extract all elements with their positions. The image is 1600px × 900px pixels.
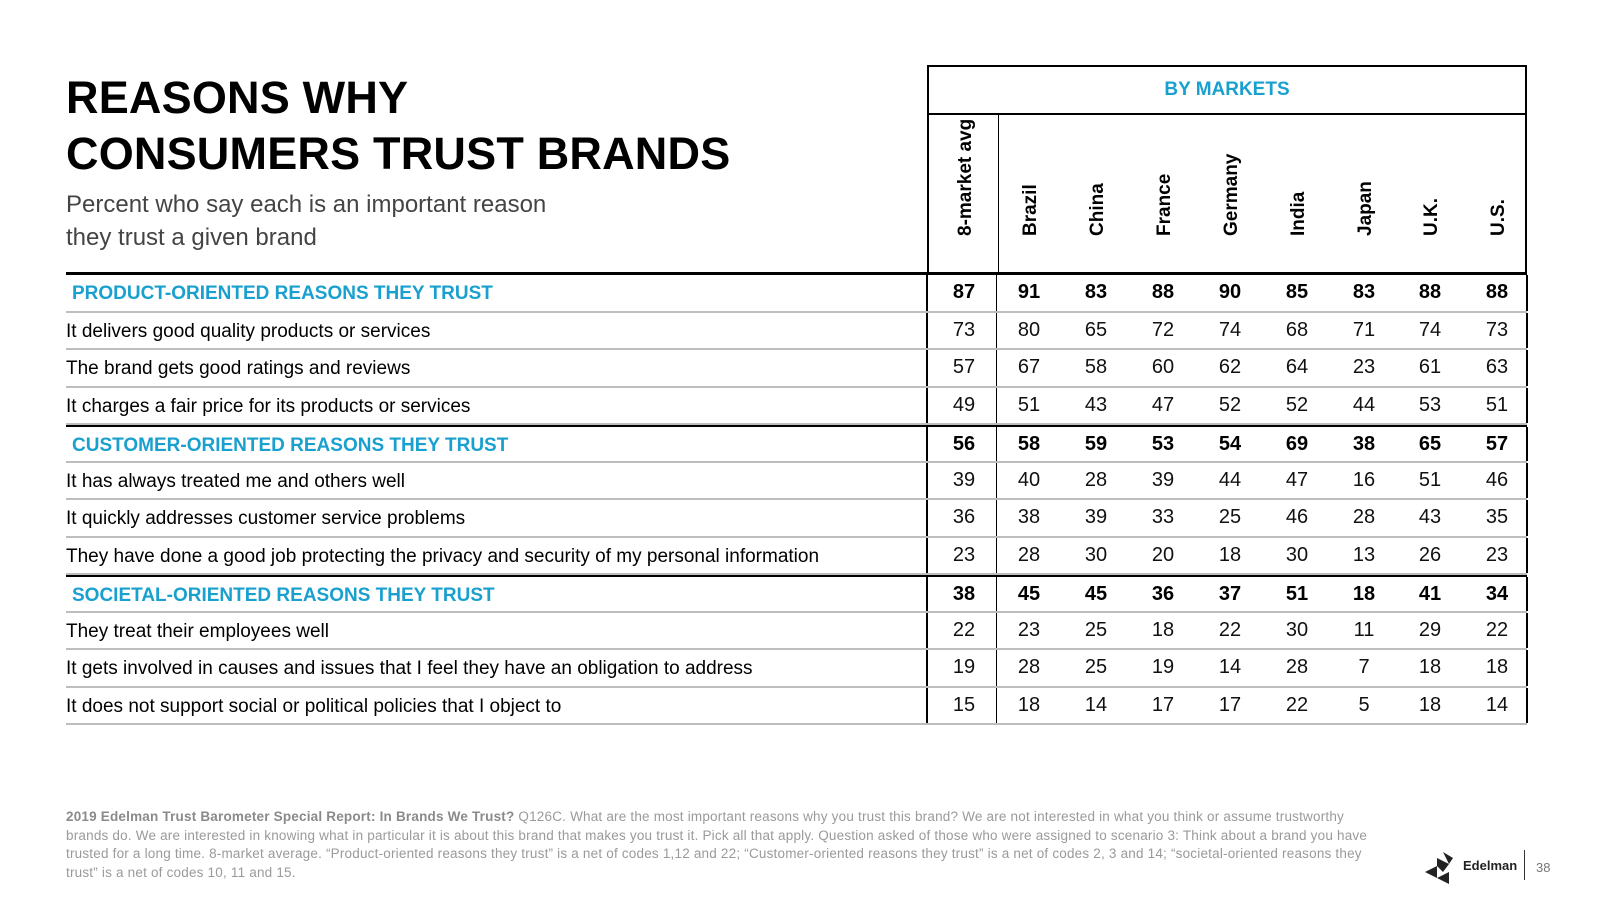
category-row (66, 425, 1527, 463)
table-cell: 44 (1218, 468, 1242, 491)
row-label: It quickly addresses customer service problems (66, 508, 466, 529)
column-header-label: Japan (1355, 181, 1376, 236)
table-cell: 90 (1218, 281, 1242, 303)
column-divider (1526, 313, 1528, 349)
table-row (66, 688, 1527, 726)
column-header-label: U.S. (1488, 199, 1509, 236)
table-cell: 61 (1418, 356, 1442, 378)
table-cell: 17 (1218, 693, 1242, 716)
title-line-1: REASONS WHY (66, 72, 409, 123)
column-divider (1526, 388, 1528, 424)
table-cell: 65 (1418, 433, 1442, 455)
table-cell: 47 (1151, 393, 1175, 416)
table-cell: 13 (1352, 543, 1376, 566)
table-cell: 18 (1352, 583, 1376, 605)
row-label: It does not support social or political policies that I object to (66, 695, 562, 717)
table-cell: 30 (1285, 618, 1309, 641)
table-cell: 88 (1418, 281, 1442, 303)
table-row (66, 313, 1527, 351)
table-cell: 39 (1151, 468, 1175, 491)
table-cell: 63 (1485, 356, 1509, 378)
column-divider (1526, 350, 1528, 386)
table-cell: 30 (1084, 543, 1108, 566)
table-cell: 33 (1151, 506, 1175, 528)
table-cell: 88 (1485, 281, 1509, 303)
column-divider (926, 577, 928, 611)
table-cell: 17 (1151, 693, 1175, 716)
table-cell: 18 (1418, 693, 1442, 716)
column-divider (926, 650, 928, 686)
table-cell: 28 (1352, 506, 1376, 528)
table-cell: 16 (1352, 468, 1376, 491)
table-cell: 14 (1218, 656, 1242, 678)
table-cell: 19 (1151, 656, 1175, 678)
table-cell: 87 (952, 281, 976, 303)
table-row (66, 650, 1527, 688)
table-cell: 57 (1485, 433, 1509, 455)
table-cell: 30 (1285, 543, 1309, 566)
table-cell: 7 (1358, 656, 1370, 678)
column-divider (1526, 427, 1528, 461)
table-cell: 22 (1485, 618, 1509, 641)
brand-name: Edelman (1463, 858, 1518, 873)
column-divider (996, 463, 997, 499)
column-divider (996, 388, 997, 424)
table-cell: 23 (1352, 356, 1376, 378)
table-cell: 23 (952, 543, 976, 566)
table-cell: 52 (1285, 393, 1309, 416)
table-cell: 25 (1084, 618, 1108, 641)
table-cell: 25 (1084, 656, 1108, 678)
column-divider (926, 613, 928, 649)
table-cell: 74 (1418, 318, 1442, 341)
row-label: They have done a good job protecting the privacy and security of my personal information (66, 545, 820, 567)
column-divider (926, 427, 928, 461)
column-divider (996, 577, 997, 611)
table-cell: 41 (1418, 583, 1442, 605)
category-label: CUSTOMER-ORIENTED REASONS THEY TRUST (72, 435, 509, 456)
table-cell: 74 (1218, 318, 1242, 341)
table-row (66, 538, 1527, 576)
column-divider (996, 613, 997, 649)
category-row (66, 575, 1527, 613)
table-cell: 20 (1151, 543, 1175, 566)
table-cell: 35 (1485, 506, 1509, 528)
table-cell: 15 (952, 693, 976, 716)
page-subtitle (66, 188, 686, 254)
title-line-2: CONSUMERS TRUST BRANDS (66, 128, 731, 179)
table-cell: 14 (1084, 693, 1108, 716)
column-divider (1526, 613, 1528, 649)
column-divider (996, 500, 997, 536)
column-divider (996, 688, 997, 724)
table-cell: 28 (1017, 656, 1041, 678)
table-cell: 44 (1352, 393, 1376, 416)
column-header-label: France (1154, 173, 1175, 236)
page-number: 38 (1536, 860, 1551, 875)
table-cell: 67 (1017, 356, 1041, 378)
column-divider (926, 350, 928, 386)
table-cell: 18 (1151, 618, 1175, 641)
table-cell: 43 (1418, 506, 1442, 528)
column-divider (1526, 650, 1528, 686)
column-header-label: India (1288, 191, 1309, 236)
column-divider (1526, 538, 1528, 574)
column-header (1351, 108, 1381, 258)
table-cell: 88 (1151, 281, 1175, 303)
column-divider (1526, 577, 1528, 611)
column-header-label: Germany (1221, 153, 1242, 236)
column-divider (926, 388, 928, 424)
table-cell: 91 (1017, 281, 1041, 303)
column-header-label: U.K. (1421, 198, 1442, 236)
table-cell: 18 (1418, 656, 1442, 678)
table-cell: 83 (1352, 281, 1376, 303)
column-header (951, 108, 981, 258)
table-cell: 38 (1017, 506, 1041, 528)
table-cell: 45 (1017, 583, 1041, 605)
table-cell: 83 (1084, 281, 1108, 303)
column-header (1083, 108, 1113, 258)
column-divider (926, 463, 928, 499)
table-cell: 51 (1418, 468, 1442, 491)
column-header (1484, 108, 1514, 258)
column-header (1284, 108, 1314, 258)
subtitle-line-2: they trust a given brand (66, 224, 317, 251)
header-column-divider (998, 115, 999, 274)
column-divider (996, 275, 997, 311)
table-cell: 18 (1485, 656, 1509, 678)
table-cell: 23 (1017, 618, 1041, 641)
table-row (66, 350, 1527, 388)
table-cell: 49 (952, 393, 976, 416)
table-cell: 36 (952, 506, 976, 528)
footnote-text: Q126C. What are the most important reasons why you trust this brand? We are not interested in what you think or assume trustworthy brands do. We are interested in knowing what in particular it is about this brand that makes you trust it. Pick all that apply. Question asked of those who were assigned to scenario 3: Think about a brand you have trusted for a long time. 8-market average. “Product-oriented reasons they trust” is a net of codes 1,12 and 22; “Customer-oriented reasons they trust” is a net of codes 2, 3 and 14; “societal-oriented reasons they trust” is a net of codes 10, 11 and 15. (66, 809, 1368, 880)
column-divider (926, 313, 928, 349)
row-label: They treat their employees well (66, 620, 329, 642)
table-cell: 68 (1285, 318, 1309, 341)
column-divider (926, 688, 928, 724)
row-label: It has always treated me and others well (66, 470, 406, 492)
table-cell: 85 (1285, 281, 1309, 303)
table-cell: 11 (1353, 618, 1375, 641)
table-cell: 29 (1418, 618, 1442, 641)
column-divider (1526, 275, 1528, 311)
table-cell: 80 (1017, 318, 1041, 341)
column-header (1417, 108, 1447, 258)
column-header (1150, 108, 1180, 258)
table-cell: 22 (1285, 693, 1309, 716)
table-cell: 38 (952, 583, 976, 605)
trust-reasons-table (66, 272, 1527, 725)
column-divider (926, 538, 928, 574)
table-cell: 18 (1218, 543, 1242, 566)
table-cell: 46 (1485, 468, 1509, 491)
column-header (1016, 108, 1046, 258)
table-cell: 53 (1418, 393, 1442, 416)
table-cell: 59 (1084, 433, 1108, 455)
column-header-label: China (1087, 183, 1108, 236)
category-label: SOCIETAL-ORIENTED REASONS THEY TRUST (72, 585, 495, 606)
table-cell: 71 (1352, 318, 1376, 341)
table-cell: 23 (1485, 543, 1509, 566)
table-cell: 72 (1151, 318, 1175, 341)
table-cell: 73 (1485, 318, 1509, 341)
footnote-source: 2019 Edelman Trust Barometer Special Report: In Brands We Trust? (66, 809, 515, 824)
column-divider (996, 313, 997, 349)
table-cell: 62 (1218, 356, 1242, 378)
table-cell: 28 (1017, 543, 1041, 566)
footnote (66, 808, 1386, 882)
footer-divider (1524, 850, 1525, 880)
table-cell: 51 (1485, 393, 1509, 416)
column-header-label: Brazil (1020, 184, 1041, 236)
table-cell: 46 (1285, 506, 1309, 528)
column-header-label: 8-market avg (955, 118, 976, 236)
table-cell: 43 (1084, 393, 1108, 416)
page-title (66, 70, 886, 182)
row-label: It charges a fair price for its products or services (66, 395, 471, 417)
table-cell: 38 (1352, 433, 1376, 455)
column-header (1217, 108, 1247, 258)
category-label: PRODUCT-ORIENTED REASONS THEY TRUST (72, 283, 493, 304)
table-row (66, 500, 1527, 538)
column-divider (996, 538, 997, 574)
subtitle-line-1: Percent who say each is an important reason (66, 191, 547, 218)
table-cell: 28 (1285, 656, 1309, 678)
table-cell: 5 (1358, 693, 1370, 716)
table-cell: 37 (1218, 583, 1242, 605)
table-cell: 34 (1485, 583, 1509, 605)
column-divider (996, 350, 997, 386)
table-cell: 60 (1151, 356, 1175, 378)
table-cell: 25 (1218, 506, 1242, 528)
table-cell: 45 (1084, 583, 1108, 605)
table-cell: 53 (1151, 433, 1175, 455)
table-cell: 65 (1084, 318, 1108, 341)
table-cell: 22 (952, 618, 976, 641)
table-cell: 40 (1017, 468, 1041, 491)
table-row (66, 388, 1527, 426)
table-cell: 26 (1418, 543, 1442, 566)
column-divider (1526, 688, 1528, 724)
table-cell: 19 (952, 656, 976, 678)
table-cell: 39 (1084, 506, 1108, 528)
table-cell: 58 (1017, 433, 1041, 455)
table-cell: 56 (952, 433, 976, 455)
table-cell: 22 (1218, 618, 1242, 641)
column-divider (926, 275, 928, 311)
table-cell: 18 (1017, 693, 1041, 716)
column-divider (1526, 463, 1528, 499)
table-cell: 14 (1485, 693, 1509, 716)
table-cell: 51 (1285, 583, 1309, 605)
table-cell: 52 (1218, 393, 1242, 416)
table-row (66, 613, 1527, 651)
table-cell: 39 (952, 468, 976, 491)
table-cell: 36 (1151, 583, 1175, 605)
table-cell: 51 (1017, 393, 1041, 416)
table-cell: 73 (952, 318, 976, 341)
column-divider (926, 500, 928, 536)
table-cell: 69 (1285, 433, 1309, 455)
table-cell: 57 (952, 356, 976, 378)
column-divider (1526, 500, 1528, 536)
table-row (66, 463, 1527, 501)
column-divider (996, 427, 997, 461)
row-label: It gets involved in causes and issues that I feel they have an obligation to address (66, 658, 753, 679)
markets-header-title: BY MARKETS (929, 67, 1525, 115)
table-cell: 47 (1285, 468, 1309, 491)
table-cell: 58 (1084, 356, 1108, 378)
row-label: It delivers good quality products or services (66, 320, 431, 342)
row-label: The brand gets good ratings and reviews (66, 358, 411, 379)
category-row (66, 275, 1527, 313)
column-divider (996, 650, 997, 686)
table-cell: 54 (1218, 433, 1242, 455)
table-cell: 28 (1084, 468, 1108, 491)
markets-header-box (927, 65, 1527, 272)
table-cell: 64 (1285, 356, 1309, 378)
